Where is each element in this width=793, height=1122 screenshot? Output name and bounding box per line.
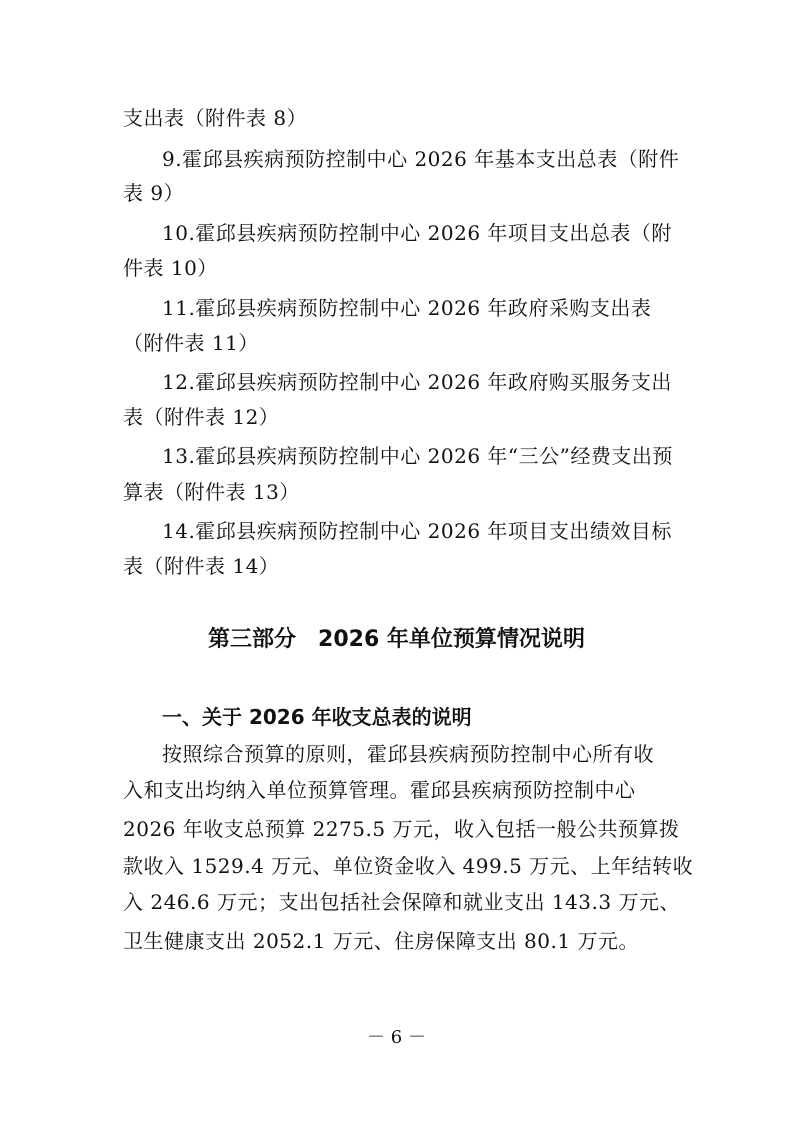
body-paragraph-line: 按照综合预算的原则，霍邱县疾病预防控制中心所有收 (162, 742, 654, 766)
list-line: 件表 10） (123, 256, 218, 280)
page-number: － 6 － (367, 1027, 426, 1048)
list-item-13: 13.霍邱县疾病预防控制中心 2026 年“三公”经费支出预 (162, 444, 673, 468)
list-item-12: 12.霍邱县疾病预防控制中心 2026 年政府购买服务支出 (162, 370, 672, 394)
subsection-title: 一、关于 2026 年收支总表的说明 (162, 705, 472, 729)
list-line: 支出表（附件表 8） (123, 106, 308, 130)
list-line: 表（附件表 12） (123, 405, 280, 429)
list-item-14: 14.霍邱县疾病预防控制中心 2026 年项目支出绩效目标 (162, 519, 672, 543)
list-line: 算表（附件表 13） (123, 480, 300, 504)
section-title: 第三部分 2026 年单位预算情况说明 (208, 627, 585, 652)
body-paragraph-line: 款收入 1529.4 万元、单位资金收入 499.5 万元、上年结转收 (123, 854, 694, 878)
list-line: 表（附件表 14） (123, 554, 280, 578)
body-paragraph-line: 卫生健康支出 2052.1 万元、住房保障支出 80.1 万元。 (123, 929, 639, 953)
list-item-9: 9.霍邱县疾病预防控制中心 2026 年基本支出总表（附件 (162, 147, 680, 171)
list-line: 表 9） (123, 181, 185, 205)
list-line: （附件表 11） (123, 331, 259, 355)
body-paragraph-line: 入和支出均纳入单位预算管理。霍邱县疾病预防控制中心 (123, 778, 636, 802)
body-paragraph-line: 2026 年收支总预算 2275.5 万元，收入包括一般公共预算拨 (123, 817, 680, 841)
list-item-11: 11.霍邱县疾病预防控制中心 2026 年政府采购支出表 (162, 296, 652, 320)
list-item-10: 10.霍邱县疾病预防控制中心 2026 年项目支出总表（附 (162, 221, 672, 245)
body-paragraph-line: 入 246.6 万元；支出包括社会保障和就业支出 143.3 万元、 (123, 890, 680, 914)
